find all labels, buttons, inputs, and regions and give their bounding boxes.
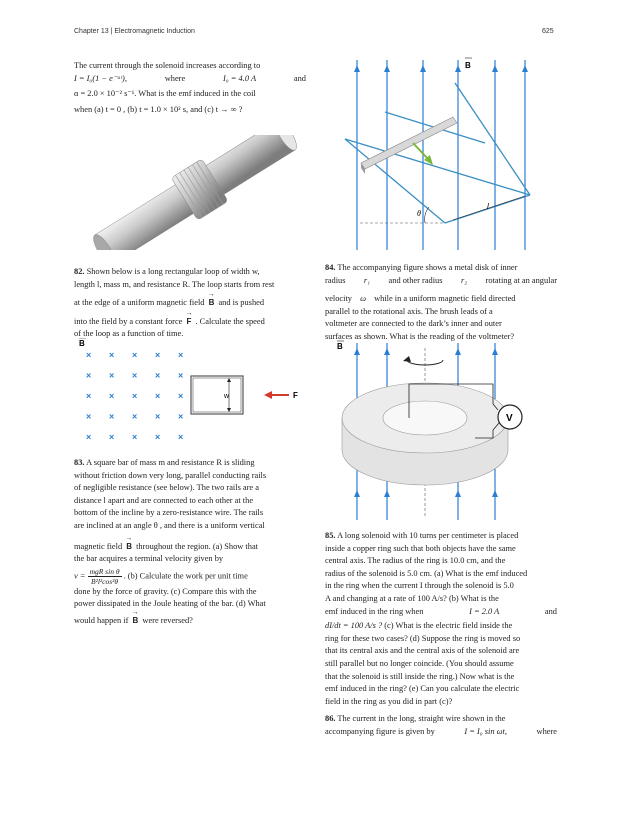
p83-line12a: would happen if	[74, 615, 129, 625]
sliding-bar	[361, 117, 457, 174]
field-x-mark: ×	[109, 391, 115, 401]
vector-b-symbol: → B	[207, 297, 217, 310]
field-arrowhead	[354, 490, 360, 497]
field-arrowhead	[492, 348, 498, 355]
p85-line3: central axis. The radius of the ring is 10.0 cm, and the	[325, 556, 506, 566]
omega-symbol: ω	[360, 294, 366, 304]
p83-line2: without friction down very long, parallel conducting rails	[74, 470, 267, 480]
field-arrowhead	[354, 65, 360, 72]
p86-number: 86.	[325, 714, 336, 723]
field-x-mark: ×	[86, 350, 92, 360]
field-x-mark: ×	[86, 432, 92, 442]
p85-line12: that the solenoid is still inside the ring.) Now what is the	[325, 671, 515, 681]
field-x-mark: ×	[132, 350, 138, 360]
field-x-mark: ×	[178, 350, 184, 360]
field-x-mark: ×	[155, 411, 161, 422]
field-x-mark: ×	[132, 432, 138, 442]
p84-number: 84.	[325, 263, 336, 272]
p83-line12b: were reversed?	[142, 615, 193, 625]
p82-line4b: . Calculate the speed	[195, 316, 265, 326]
field-x-mark: ×	[86, 391, 92, 401]
p82-line5: of the loop as a function of time.	[74, 329, 184, 339]
field-x-mark: ×	[109, 350, 115, 360]
problem-82	[74, 266, 306, 341]
p85-and: and	[544, 606, 557, 616]
disk-field-b-label: B	[337, 342, 343, 351]
vector-b-symbol-3: → B	[131, 615, 141, 628]
width-label: w	[224, 393, 230, 400]
field-x-mark: ×	[178, 432, 184, 442]
p83-line11: power dissipated in the Joule heating of the bar. (d) What	[74, 599, 266, 609]
field-x-mark: ×	[155, 370, 161, 381]
field-x-mark: ×	[178, 370, 184, 381]
solenoid-figure	[78, 135, 313, 250]
p83-line6: are inclined at an angle θ , and there is a uniform vertical	[74, 520, 265, 530]
field-x-mark: ×	[178, 411, 184, 422]
rail-top	[345, 139, 530, 195]
field-arrowhead	[455, 490, 461, 497]
voltmeter-label: V	[506, 413, 513, 424]
p85-line4: radius of the solenoid is 5.0 cm. (a) What is the emf induced	[325, 568, 528, 578]
field-arrowhead	[384, 490, 390, 497]
field-x-mark: ×	[109, 370, 115, 381]
p83-line8: the bar acquires a terminal velocity given by	[74, 554, 224, 564]
p85-line6: A and changing at a rate of 100 A/s? (b) What is the	[325, 593, 499, 603]
p84-other-radius: and other radius	[388, 275, 443, 285]
p83-line7b: throughout the region. (a) Show that	[136, 541, 258, 551]
p81-line4: when (a) t = 0 , (b) t = 1.0 × 10² s, and (c) t → ∞ ?	[74, 104, 243, 114]
p85-line10: that its central axis and the central axis of the solenoid are	[325, 646, 520, 656]
field-x-mark: ×	[86, 411, 92, 422]
fraction-top: mgR sin θ	[89, 566, 120, 576]
field-x-mark: ×	[132, 370, 138, 381]
p81-line3: α = 2.0 × 10⁻² s⁻¹. What is the emf induced in the coil	[74, 89, 256, 99]
field-arrowhead	[455, 348, 461, 355]
field-x-mark: ×	[109, 432, 115, 442]
force-label: F	[293, 391, 298, 400]
problem-84	[325, 262, 557, 344]
p85-number: 85.	[325, 531, 336, 540]
p86-line1: The current in the long, straight wire shown in the	[337, 714, 506, 723]
fraction-bottom: B²l²cos²θ	[90, 576, 119, 586]
field-arrowhead	[354, 348, 360, 355]
angle-theta-label: θ	[417, 209, 421, 218]
rail-field-b-label: B	[465, 61, 471, 70]
r2-symbol: r₂	[460, 275, 468, 285]
p86-eq-current: I = I₀ sin ωt,	[464, 726, 507, 736]
field-arrowhead	[384, 65, 390, 72]
p81-and: and	[293, 73, 306, 83]
p85-line7a: emf induced in the ring when	[325, 606, 424, 616]
field-arrowhead	[492, 490, 498, 497]
p83-number: 83.	[74, 458, 85, 467]
p82-line4a: into the field by a constant force	[74, 316, 183, 326]
p83-line3: of negligible resistance (see below). The two rails are a	[74, 483, 259, 493]
p85-line8b: (c) What is the electric field inside the	[382, 621, 513, 631]
p81-eq-current: I = I₀(1 − e⁻ᵃᵗ),	[74, 73, 127, 83]
field-x-marks	[86, 350, 183, 442]
field-arrowhead	[455, 65, 461, 72]
terminal-velocity-fraction	[88, 567, 122, 586]
p83-line10: done by the force of gravity. (c) Compare this with the	[74, 586, 257, 596]
p84-line5: voltmeter are connected to the dark’s inner and outer	[325, 319, 502, 329]
p85-line5: in the ring when the current I through the solenoid is 5.0	[325, 581, 514, 591]
r1-symbol: r₁	[363, 275, 371, 285]
field-x-mark: ×	[132, 391, 138, 401]
field-x-mark: ×	[155, 391, 161, 401]
field-arrowhead	[420, 65, 426, 72]
p82-number: 82.	[74, 267, 85, 276]
page-number: 625	[542, 28, 554, 35]
p85-line13: emf induced in the ring? (e) Can you calculate the electric	[325, 684, 520, 694]
vector-b-symbol-2: → B	[124, 541, 134, 554]
p86-where: where	[536, 726, 557, 736]
field-arrowhead	[522, 65, 528, 72]
p84-line1: The accompanying figure shows a metal disk of inner	[337, 263, 518, 272]
problem-85	[325, 530, 557, 708]
p84-velocity: velocity	[325, 294, 352, 304]
field-x-mark: ×	[109, 411, 115, 422]
p85-eq-current: I = 2.0 A	[469, 606, 500, 616]
p82-line3b: and is pushed	[218, 298, 265, 308]
p85-eq-rate: dI/dt = 100 A/s ?	[325, 621, 383, 631]
p82-line2: length l, mass m, and resistance R. The loop starts from rest	[74, 279, 275, 289]
p85-line11: still parallel but no longer coincide. (You should assume	[325, 658, 514, 668]
rotating-disk-figure	[325, 338, 560, 523]
field-arrowhead	[384, 348, 390, 355]
velocity-arrow	[413, 143, 428, 159]
field-x-mark: ×	[155, 350, 161, 360]
p81-line2	[74, 73, 306, 86]
p86-line2a: accompanying figure is given by	[325, 726, 435, 736]
rail-length-label: l	[487, 202, 489, 211]
p83-line9b: . (b) Calculate the work per unit time	[123, 571, 248, 581]
p85-line14: field in the ring as you did in part (c)?	[325, 696, 453, 706]
p83-line4: distance l apart and are connected to each other at the	[74, 495, 254, 505]
problem-83	[74, 457, 306, 628]
field-x-mark: ×	[155, 432, 161, 442]
p81-eq-i0: I₀ = 4.0 A	[223, 73, 257, 83]
rectangular-loop	[191, 376, 243, 414]
problem-86	[325, 713, 557, 738]
p85-line2: inside a copper ring such that both objects have the same	[325, 543, 516, 553]
p83-line1: A square bar of mass m and resistance R is sliding	[86, 458, 255, 467]
field-x-mark: ×	[86, 370, 92, 381]
vector-f-symbol: → F	[184, 316, 193, 329]
p84-radius: radius	[325, 275, 346, 285]
p83-line5: bottom of the incline by a zero-resistance wire. The rails	[74, 508, 264, 518]
p82-line1: Shown below is a long rectangular loop of width w,	[86, 267, 260, 276]
problem-81	[74, 60, 306, 116]
loop-field-figure	[74, 338, 314, 448]
chapter-header: Chapter 13 | Electromagnetic Induction	[74, 28, 195, 35]
p85-line9: ring for these two cases? (d) Suppose the ring is moved so	[325, 633, 521, 643]
field-arrowhead	[492, 65, 498, 72]
p84-line6: surfaces as shown. What is the reading of the voltmeter?	[325, 331, 515, 341]
p83-line7a: magnetic field	[74, 541, 123, 551]
p84-line3b: while in a uniform magnetic field directed	[374, 294, 516, 304]
p81-line1: The current through the solenoid increases according to	[74, 61, 261, 70]
field-b-label: B	[79, 339, 85, 348]
p84-line4: parallel to the rotational axis. The brush leads of a	[325, 306, 493, 316]
p85-line1: A long solenoid with 10 turns per centimeter is placed	[337, 531, 519, 540]
inclined-rails-figure	[325, 55, 560, 255]
p81-where: where	[164, 73, 186, 83]
p82-line3a: at the edge of a uniform magnetic field	[74, 298, 205, 308]
metal-disk	[342, 383, 508, 485]
p83-eq-v: v =	[74, 571, 86, 581]
p84-rotating: rotating at an angular	[485, 275, 557, 285]
field-x-mark: ×	[178, 391, 184, 401]
field-x-mark: ×	[132, 411, 138, 422]
